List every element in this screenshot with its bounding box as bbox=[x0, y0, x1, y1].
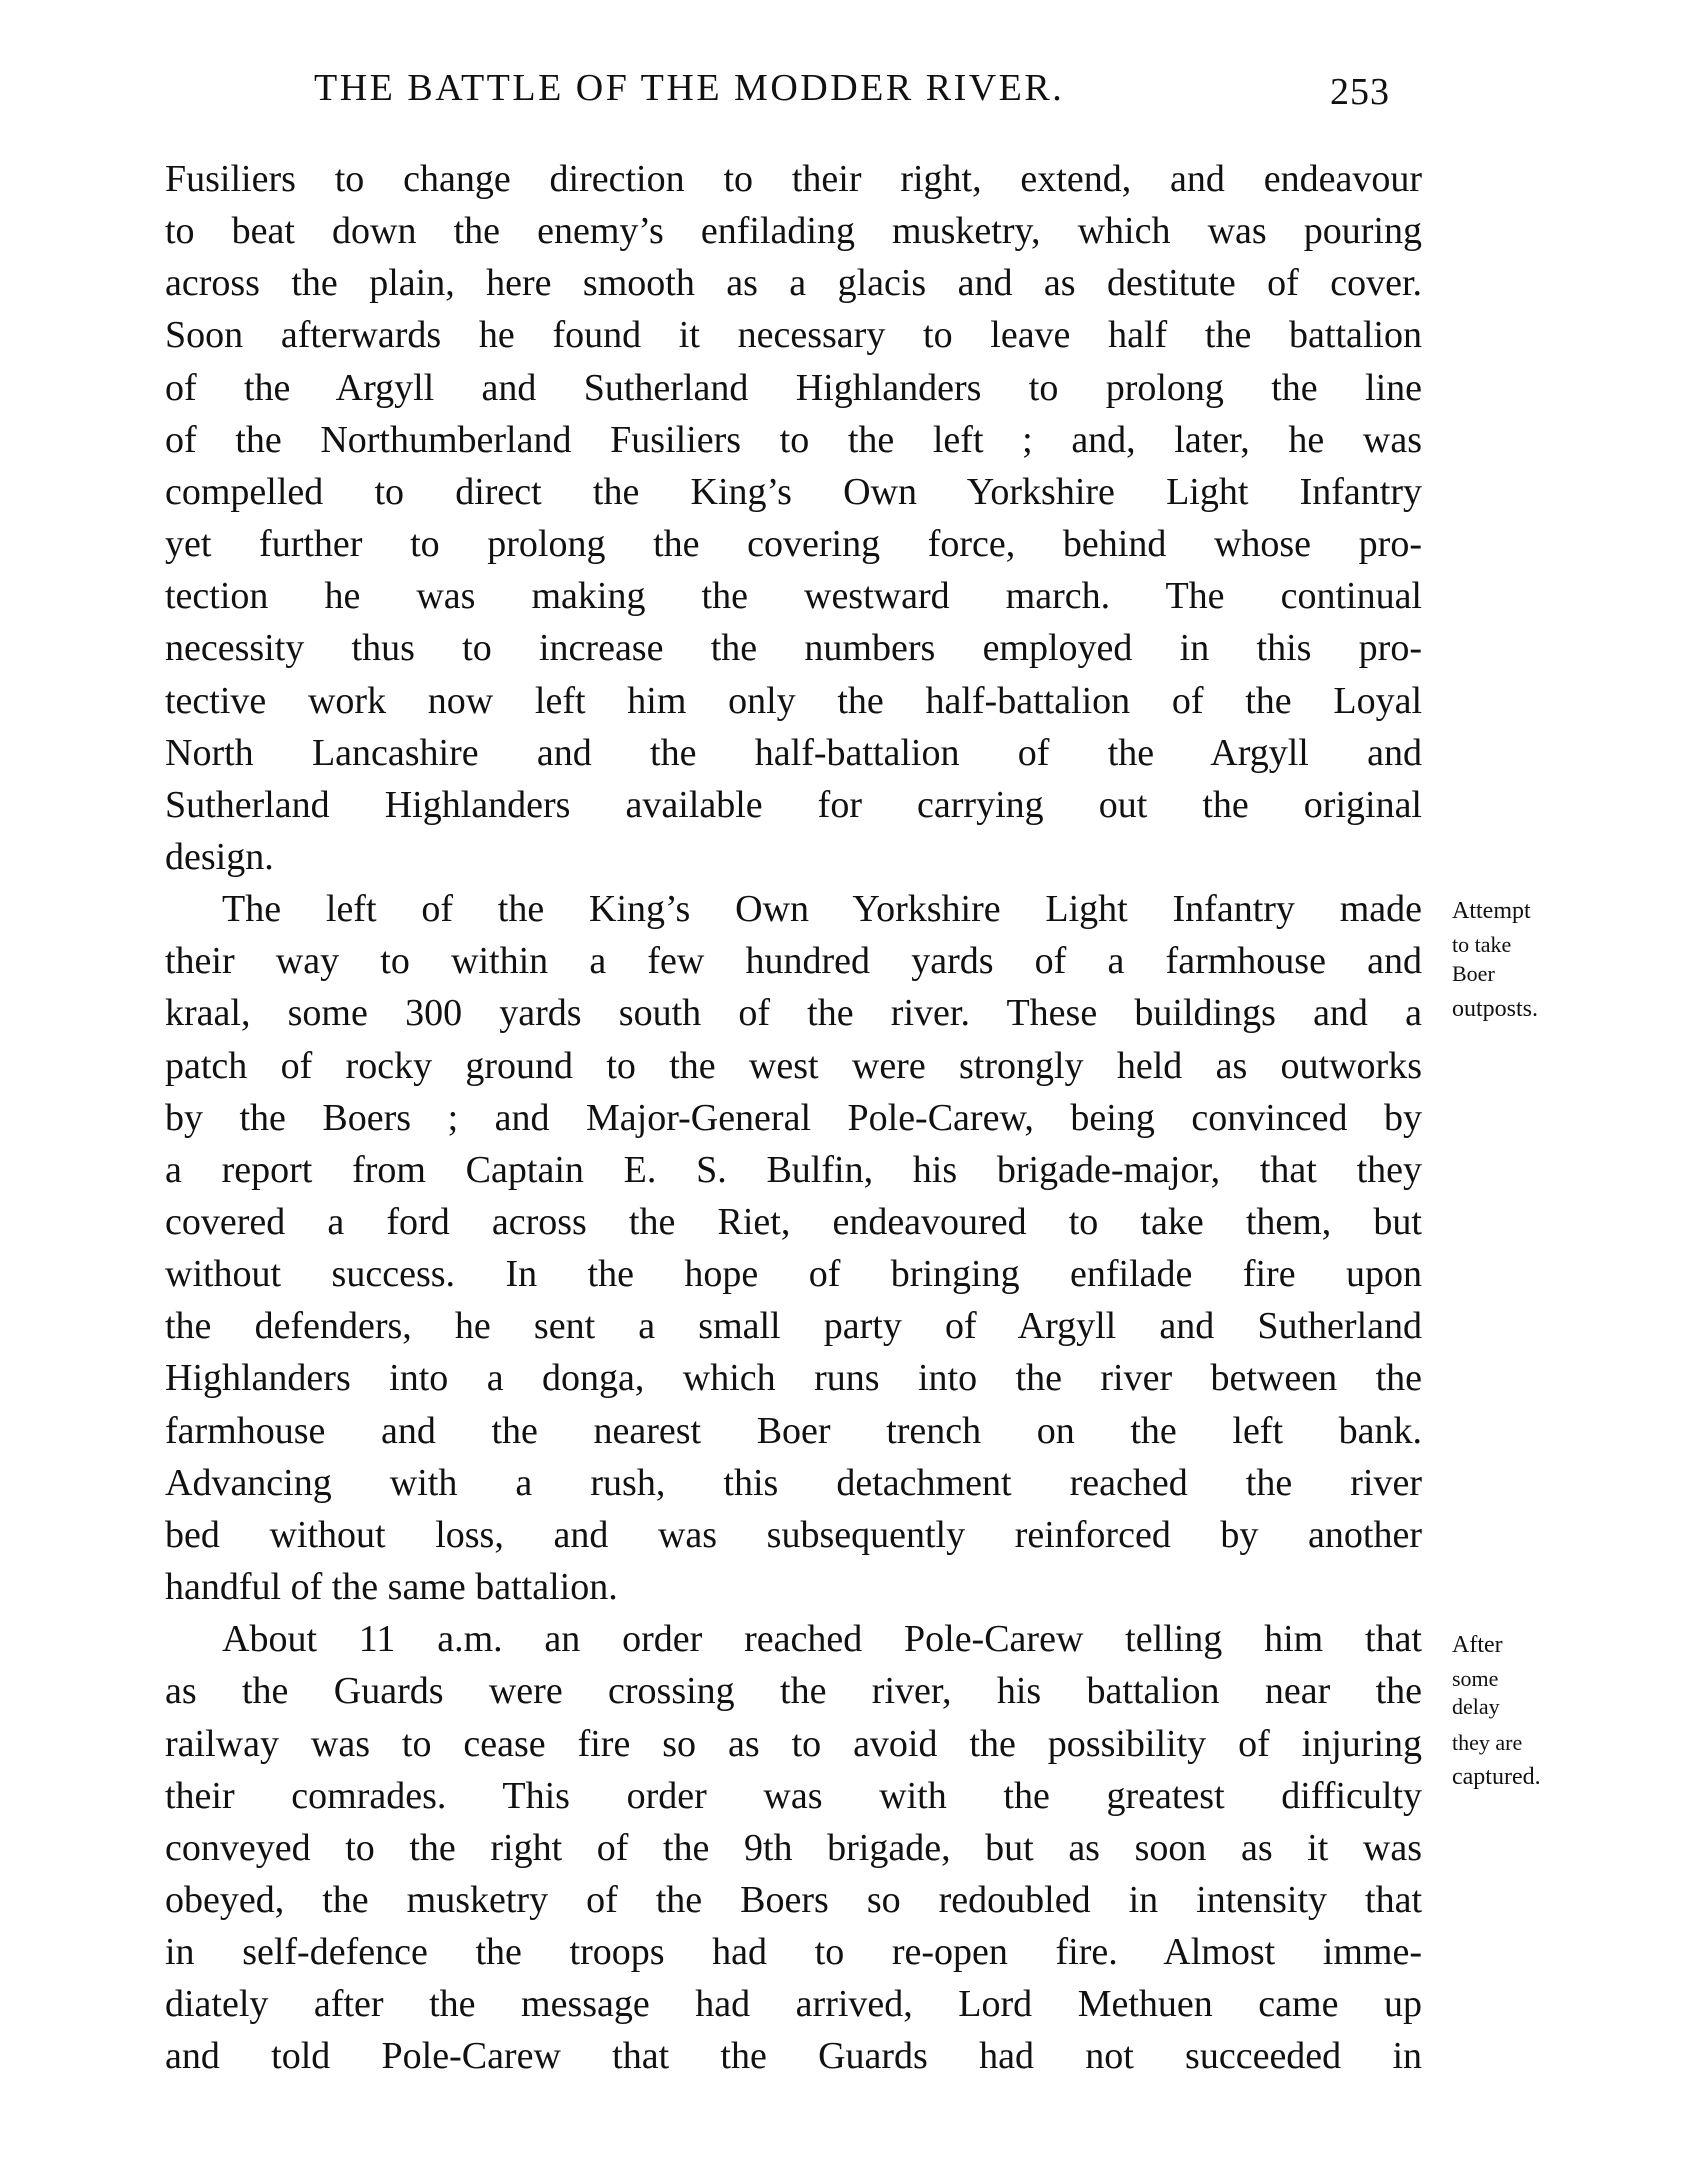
text-line: as the Guards were crossing the river, his battalion near the bbox=[165, 1670, 1422, 1713]
running-header: THE BATTLE OF THE MODDER RIVER. bbox=[314, 67, 1065, 109]
text-line: North Lancashire and the half-battalion of the Argyll and bbox=[165, 731, 1422, 774]
text-line: obeyed, the musketry of the Boers so redoubled in intensity that bbox=[165, 1878, 1422, 1921]
text-line: patch of rocky ground to the west were strongly held as outworks bbox=[165, 1044, 1422, 1087]
text-line: in self-defence the troops had to re-open fire. Almost imme- bbox=[165, 1931, 1422, 1974]
text-line: Fusiliers to change direction to their right, extend, and endeavour bbox=[165, 158, 1422, 200]
side-note-line: captured. bbox=[1452, 1764, 1541, 1790]
text-line: handful of the same battalion. bbox=[165, 1566, 618, 1609]
text-line: bed without loss, and was subsequently reinforced by another bbox=[165, 1513, 1422, 1556]
text-line: kraal, some 300 yards south of the river. These buildings and a bbox=[165, 992, 1422, 1035]
text-line: by the Boers ; and Major-General Pole-Carew, being convinced by bbox=[165, 1096, 1422, 1139]
side-note-line: to take bbox=[1452, 932, 1512, 957]
page-number: 253 bbox=[1330, 71, 1390, 113]
text-line: tective work now left him only the half-battalion of the Loyal bbox=[165, 679, 1422, 722]
text-line: conveyed to the right of the 9th brigade, but as soon as it was bbox=[165, 1826, 1422, 1869]
text-line: Soon afterwards he found it necessary to leave half the battalion bbox=[165, 314, 1422, 357]
side-note-line: After bbox=[1452, 1632, 1503, 1658]
text-line: tection he was making the westward march. The continual bbox=[165, 575, 1422, 618]
text-line: of the Northumberland Fusiliers to the left ; and, later, he was bbox=[165, 418, 1422, 461]
side-note-line: some bbox=[1452, 1666, 1499, 1691]
text-line: of the Argyll and Sutherland Highlanders to prolong the line bbox=[165, 366, 1422, 409]
side-note-line: outposts. bbox=[1452, 996, 1539, 1022]
text-line: railway was to cease fire so as to avoid the possibility of injuring bbox=[165, 1722, 1422, 1765]
text-line: farmhouse and the nearest Boer trench on the left bank. bbox=[165, 1409, 1422, 1452]
text-line: design. bbox=[165, 835, 274, 878]
text-line: to beat down the enemy’s enfilading musketry, which was pouring bbox=[165, 210, 1422, 253]
text-line: About 11 a.m. an order reached Pole-Carew telling him that bbox=[222, 1618, 1422, 1661]
text-line: necessity thus to increase the numbers employed in this pro- bbox=[165, 627, 1422, 670]
text-line: their comrades. This order was with the greatest difficulty bbox=[165, 1774, 1422, 1817]
text-line: across the plain, here smooth as a glacis and as destitute of cover. bbox=[165, 262, 1422, 305]
text-line: covered a ford across the Riet, endeavoured to take them, but bbox=[165, 1201, 1422, 1243]
text-line: the defenders, he sent a small party of Argyll and Sutherland bbox=[165, 1305, 1422, 1348]
text-line: yet further to prolong the covering force, behind whose pro- bbox=[165, 523, 1422, 566]
text-line: their way to within a few hundred yards of a farmhouse and bbox=[165, 940, 1422, 983]
side-note-line: Boer bbox=[1452, 961, 1495, 986]
text-line: Sutherland Highlanders available for carrying out the original bbox=[165, 783, 1422, 826]
text-line: Advancing with a rush, this detachment reached the river bbox=[165, 1461, 1422, 1504]
text-line: Highlanders into a donga, which runs into the river between the bbox=[165, 1357, 1422, 1400]
text-line: The left of the King’s Own Yorkshire Light Infantry made bbox=[222, 888, 1422, 931]
side-note-line: delay bbox=[1452, 1694, 1500, 1719]
text-line: without success. In the hope of bringing enfilade fire upon bbox=[165, 1253, 1422, 1296]
text-line: and told Pole-Carew that the Guards had not succeeded in bbox=[165, 2035, 1422, 2078]
side-note-line: Attempt bbox=[1452, 898, 1531, 924]
side-note-line: they are bbox=[1452, 1730, 1523, 1755]
text-line: diately after the message had arrived, Lord Methuen came up bbox=[165, 1983, 1422, 2026]
text-line: a report from Captain E. S. Bulfin, his brigade-major, that they bbox=[165, 1148, 1422, 1191]
text-line: compelled to direct the King’s Own Yorkshire Light Infantry bbox=[165, 470, 1422, 513]
